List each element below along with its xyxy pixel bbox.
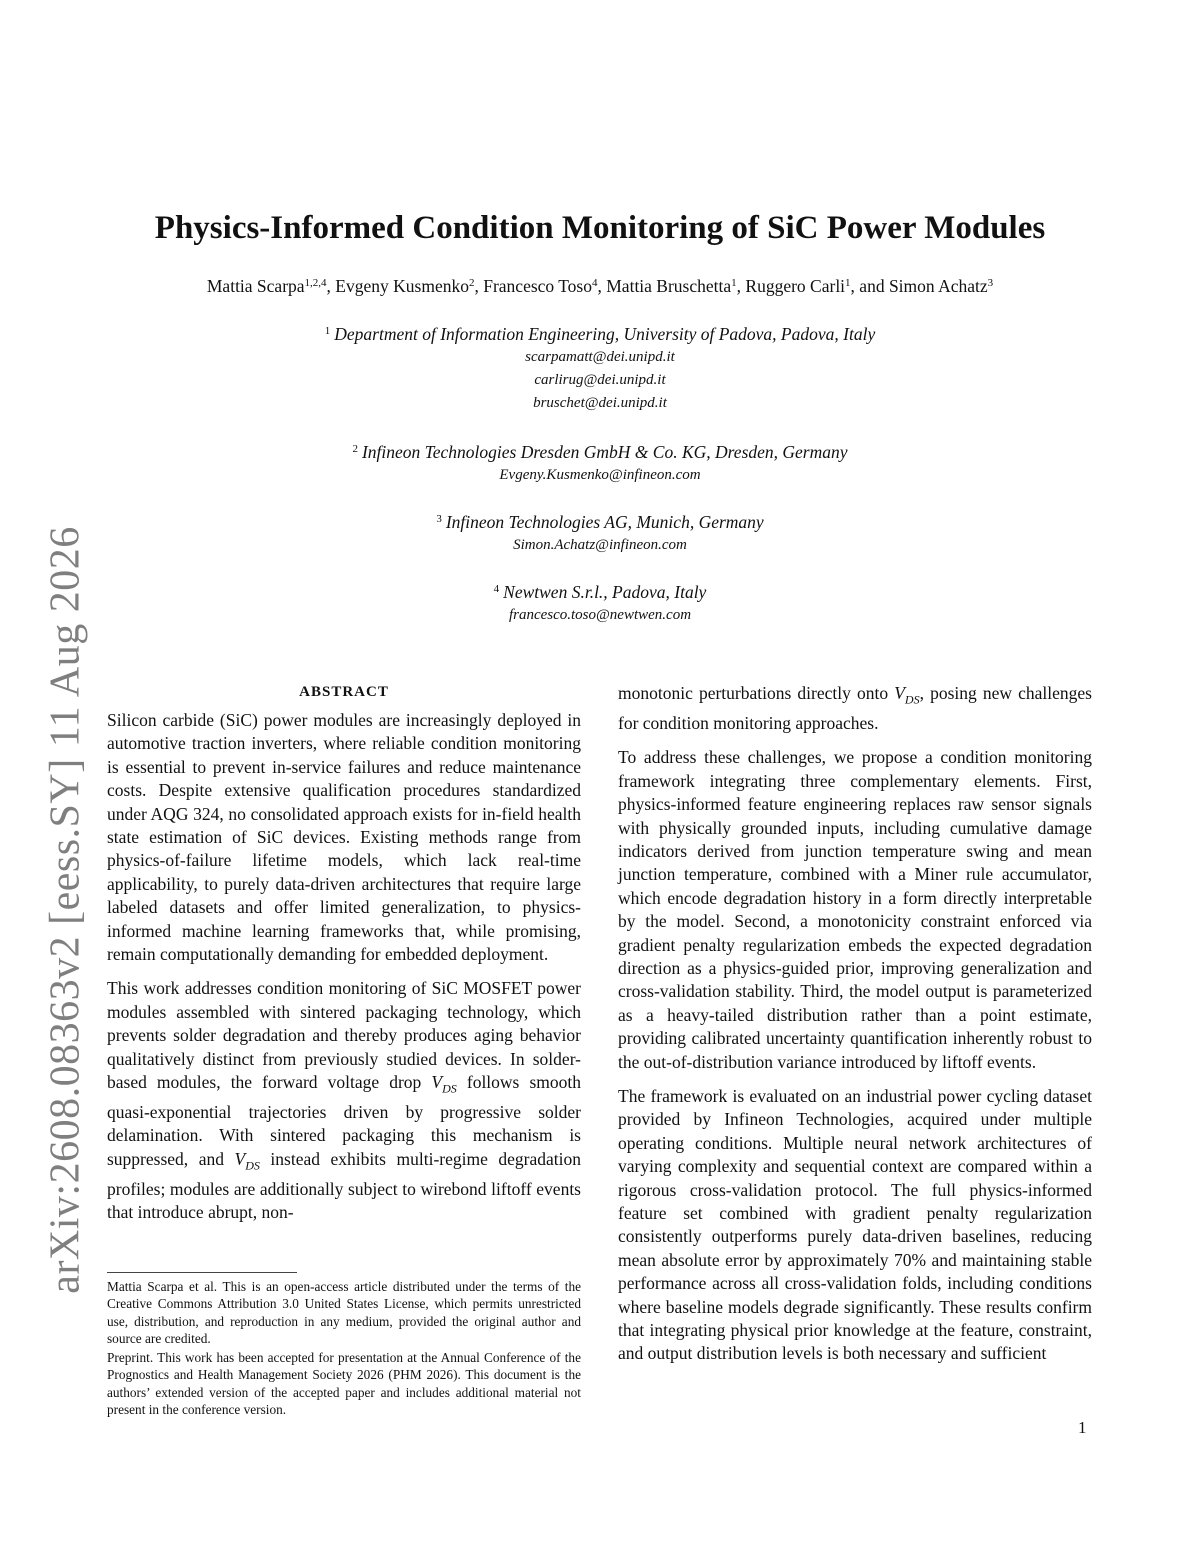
arxiv-identifier-stamp	[16, 526, 116, 1294]
affiliation-3: $^3$ Infineon Technologies AG, Munich, Germany Simon.Achatz@infineon.com	[100, 510, 1100, 557]
paper-title: Physics-Informed Condition Monitoring of SiC Power Modules	[154, 210, 1046, 246]
affiliation-2: $^2$ Infineon Technologies Dresden GmbH & Co. KG, Dresden, Germany Evgeny.Kusmenko@infineon.com	[100, 440, 1100, 487]
license-footnote: Mattia Scarpa et al. This is an open-access article distributed under the terms of the Creative Commons Attribution 3.0 United States License, which permits unrestricted use, distribution, and reproduction in any medium, provided the original author and source are credited.	[107, 1279, 581, 1346]
vds-symbol: $V_{DS}$	[431, 1072, 457, 1096]
footnotes	[107, 1278, 581, 1420]
page-number: 1	[1078, 1418, 1087, 1437]
vds-symbol: $V_{DS}$	[894, 683, 920, 707]
abstract-paragraph-1: Silicon carbide (SiC) power modules are increasingly deployed in automotive traction inverters, where reliable condition monitoring is essential to prevent in-service failures and reduce maintenance costs. Despite extensive qualification procedures standardized under AQG 324, no consolidated approach exists for in-field health state estimation of SiC devices. Existing methods range from physics-of-failure lifetime models, which lack real-time applicability, to purely data-driven architectures that require large labeled datasets and offer limited generalization, to physics-informed machine learning frameworks that, while promising, remain computationally demanding for embedded deployment.	[107, 710, 581, 965]
email: carlirug@dei.unipd.it	[534, 372, 666, 388]
author-2: Evgeny Kusmenko$^2$,	[335, 276, 484, 296]
abstract-paragraph-2: This work addresses condition monitoring of SiC MOSFET power modules assembled with sintered packaging technology, which prevents solder degradation and thereby produces aging behavior qualitatively distinct from previously studied devices. In solder-based modules, the forward voltage drop $V_{DS}$ follows smooth quasi-exponential trajectories driven by progressive solder delamination. With sintered packaging this mechanism is suppressed, and $V_{DS}$ instead exhibits multi-regime degradation profiles; modules are additionally subject to wirebond liftoff events that introduce abrupt, non-	[107, 978, 581, 1223]
email: scarpamatt@dei.unipd.it	[525, 349, 675, 365]
abstract-heading: ABSTRACT	[299, 684, 389, 700]
author-3: Francesco Toso$^4$,	[483, 276, 607, 296]
email: francesco.toso@newtwen.com	[508, 607, 692, 623]
author-5: Ruggero Carli$^1$, and	[745, 276, 889, 296]
author-list	[100, 276, 1100, 297]
left-column	[107, 680, 581, 1236]
email: Simon.Achatz@infineon.com	[513, 537, 687, 553]
email: Evgeny.Kusmenko@infineon.com	[499, 467, 701, 483]
email: bruschet@dei.unipd.it	[533, 395, 667, 411]
affiliation-4: $^4$ Newtwen S.r.l., Padova, Italy francesco.toso@newtwen.com	[100, 580, 1100, 627]
arxiv-id-text: arXiv:2608.08363v2 [eess.SY] 11 Aug 2026	[43, 526, 90, 1294]
footnote-rule	[107, 1272, 297, 1273]
author-4: Mattia Bruschetta$^1$,	[606, 276, 746, 296]
vds-symbol: $V_{DS}$	[234, 1148, 260, 1173]
affiliation-1: $^1$ Department of Information Engineering, University of Padova, Padova, Italy scarpamatt@dei.unipd.it carlirug@dei.unipd.it bruschet@dei.unipd.it	[100, 322, 1100, 415]
author-1: Mattia Scarpa$^{1,2,4}$,	[206, 276, 336, 296]
abstract-paragraph-5: The framework is evaluated on an industrial power cycling dataset provided by Infineon Technologies, acquired under multiple operating conditions. Multiple neural network architectures of varying complexity and sequential context are compared within a rigorous cross-validation protocol. The full physics-informed feature set combined with gradient penalty regularization consistently outperforms purely data-driven baselines, reducing mean absolute error by approximately 70% and maintaining stable performance across all cross-validation folds, including conditions where baseline models degrade significantly. These results confirm that integrating physical prior knowledge at the feature, constraint, and output distribution levels is both necessary and sufficient	[618, 1086, 1092, 1364]
abstract-paragraph-4: To address these challenges, we propose a condition monitoring framework integrating three complementary elements. First, physics-informed feature engineering replaces raw sensor signals with physically grounded inputs, including cumulative damage indicators derived from junction temperature swing and mean junction temperature, combined with a Miner rule accumulator, which encode degradation history in a form directly interpretable by the model. Second, a monotonicity constraint enforced via gradient penalty regularization embeds the expected degradation direction as a physics-guided prior, improving generalization and cross-validation stability. Third, the model output is parameterized as a heavy-tailed distribution rather than a point estimate, providing calibrated uncertainty quantification inherently robust to the out-of-distribution variance introduced by liftoff events.	[618, 747, 1092, 1072]
author-6: Simon Achatz$^3$	[888, 276, 994, 296]
abstract-paragraph-3: monotonic perturbations directly onto $V_{DS}$, posing new challenges for condition monitoring approaches.	[618, 683, 1092, 733]
right-column	[618, 682, 1092, 1377]
preprint-footnote: Preprint. This work has been accepted for presentation at the Annual Conference of the Prognostics and Health Management Society 2026 (PHM 2026). This document is the authors’ extended version of the accepted paper and includes additional material not present in the conference version.	[107, 1350, 581, 1418]
